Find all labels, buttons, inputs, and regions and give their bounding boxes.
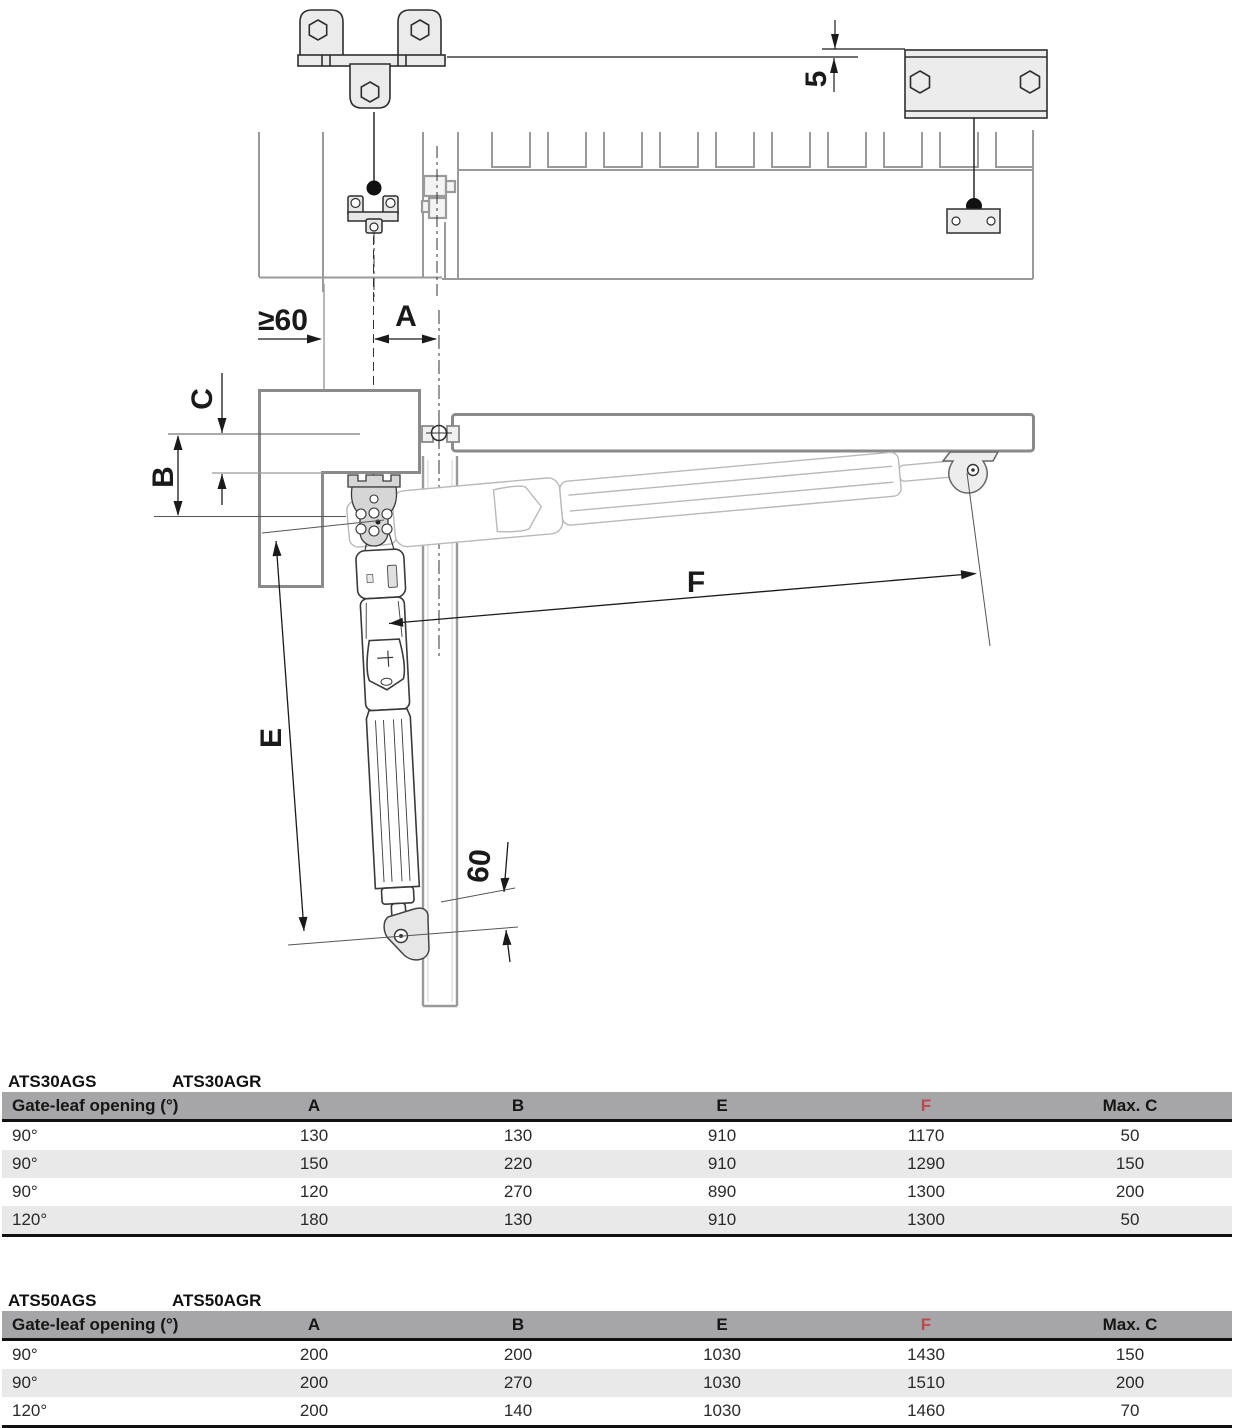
cell-value: 130	[503, 1210, 533, 1229]
rear-fixing-plate	[905, 50, 1047, 118]
cylinder	[366, 709, 419, 889]
column-header-a: A	[212, 1092, 416, 1121]
column-header-maxc: Max. C	[1028, 1092, 1232, 1121]
cell-value: 910	[707, 1210, 737, 1229]
cell-opening: 90°	[12, 1345, 38, 1364]
cell-value: 150	[1115, 1154, 1145, 1173]
table-row	[2, 1397, 1232, 1427]
cell-value: 130	[299, 1126, 329, 1145]
post-bracket-front	[348, 112, 398, 233]
model-heading-ats30	[0, 1048, 1234, 1092]
column-header-a: A	[212, 1311, 416, 1340]
dim-c-label: C	[186, 388, 219, 410]
column-header-f: F	[824, 1092, 1028, 1121]
cell-value: 50	[1120, 1210, 1140, 1229]
cell-value: 1170	[907, 1126, 945, 1145]
cell-value: 270	[503, 1182, 533, 1201]
cell-value: 270	[503, 1373, 533, 1392]
cell-value: 220	[503, 1154, 533, 1173]
hinge-front	[422, 176, 455, 218]
cell-value: 140	[503, 1401, 533, 1420]
cell-value: 200	[299, 1345, 329, 1364]
arrow-down	[831, 34, 839, 49]
gate-front-outline	[259, 130, 1033, 292]
cell-value: 200	[1115, 1373, 1145, 1392]
dim-b-label: B	[147, 466, 180, 488]
column-header-e: E	[620, 1092, 824, 1121]
dim-e-label: E	[255, 727, 288, 749]
cell-opening: 90°	[12, 1154, 38, 1173]
rear-plate-drop	[947, 118, 1000, 233]
cell-value: 1030	[703, 1401, 741, 1420]
table-row	[2, 1206, 1232, 1236]
cell-value: 1030	[703, 1373, 741, 1392]
actuator-open	[355, 531, 424, 939]
column-header-f: F	[824, 1311, 1028, 1340]
dimension-table-ats30	[2, 1092, 1232, 1237]
table-header-row	[2, 1311, 1232, 1340]
column-header-b: B	[416, 1311, 620, 1340]
cell-value: 1030	[703, 1345, 741, 1364]
cell-value: 910	[707, 1154, 737, 1173]
cell-value: 200	[299, 1401, 329, 1420]
plate-gap-label: 5	[800, 70, 833, 88]
cell-value: 130	[503, 1126, 533, 1145]
cell-value: 1430	[907, 1345, 945, 1364]
cell-value: 1510	[907, 1373, 945, 1392]
dimension-table-ats50	[2, 1311, 1232, 1428]
cell-opening: 120°	[12, 1210, 48, 1229]
table-row	[2, 1150, 1232, 1178]
table-row	[2, 1369, 1232, 1397]
dim-a-label: A	[395, 300, 417, 333]
table-row	[2, 1178, 1232, 1206]
cell-value: 200	[299, 1373, 329, 1392]
rod-offset-label: 60	[461, 847, 498, 885]
gate-leaf-plan	[453, 415, 1034, 452]
cell-value: 150	[1115, 1345, 1145, 1364]
cell-value: 890	[707, 1182, 737, 1201]
column-header-e: E	[620, 1311, 824, 1340]
post-offset-label: ≥60	[258, 304, 308, 337]
table-header-row	[2, 1092, 1232, 1121]
model-name: ATS30AGR	[172, 1072, 262, 1091]
brand-label	[387, 565, 397, 587]
dim-f-label: F	[686, 566, 706, 599]
cell-value: 1290	[907, 1154, 945, 1173]
model-name: ATS50AGS	[8, 1291, 97, 1310]
cell-value: 910	[707, 1126, 737, 1145]
column-header-maxc: Max. C	[1028, 1311, 1232, 1340]
cell-value: 1300	[907, 1182, 945, 1201]
dim-a	[374, 300, 437, 344]
cell-opening: 90°	[12, 1182, 38, 1201]
actuator-closed-ghost	[346, 440, 974, 551]
model-name: ATS50AGR	[172, 1291, 262, 1310]
dim-post-offset	[258, 304, 322, 344]
cell-value: 150	[299, 1154, 329, 1173]
cell-value: 70	[1120, 1401, 1140, 1420]
rear-bracket-plan	[943, 452, 998, 493]
cell-value: 50	[1120, 1126, 1140, 1145]
cell-opening: 90°	[12, 1126, 38, 1145]
table-row	[2, 1121, 1232, 1151]
table-row	[2, 1340, 1232, 1370]
cell-value: 180	[299, 1210, 329, 1229]
cell-opening: 90°	[12, 1373, 38, 1392]
cell-value: 200	[1115, 1182, 1145, 1201]
cell-value: 1460	[907, 1401, 945, 1420]
plate-gap-dimension	[447, 20, 905, 92]
cell-value: 200	[503, 1345, 533, 1364]
column-header-b: B	[416, 1092, 620, 1121]
cell-opening: 120°	[12, 1401, 48, 1420]
model-name: ATS30AGS	[8, 1072, 97, 1091]
column-header-opening: Gate-leaf opening (°)	[2, 1311, 212, 1340]
cell-value: 120	[299, 1182, 329, 1201]
cell-value: 1300	[907, 1210, 945, 1229]
column-header-opening: Gate-leaf opening (°)	[2, 1092, 212, 1121]
model-heading-ats50	[0, 1267, 1234, 1311]
